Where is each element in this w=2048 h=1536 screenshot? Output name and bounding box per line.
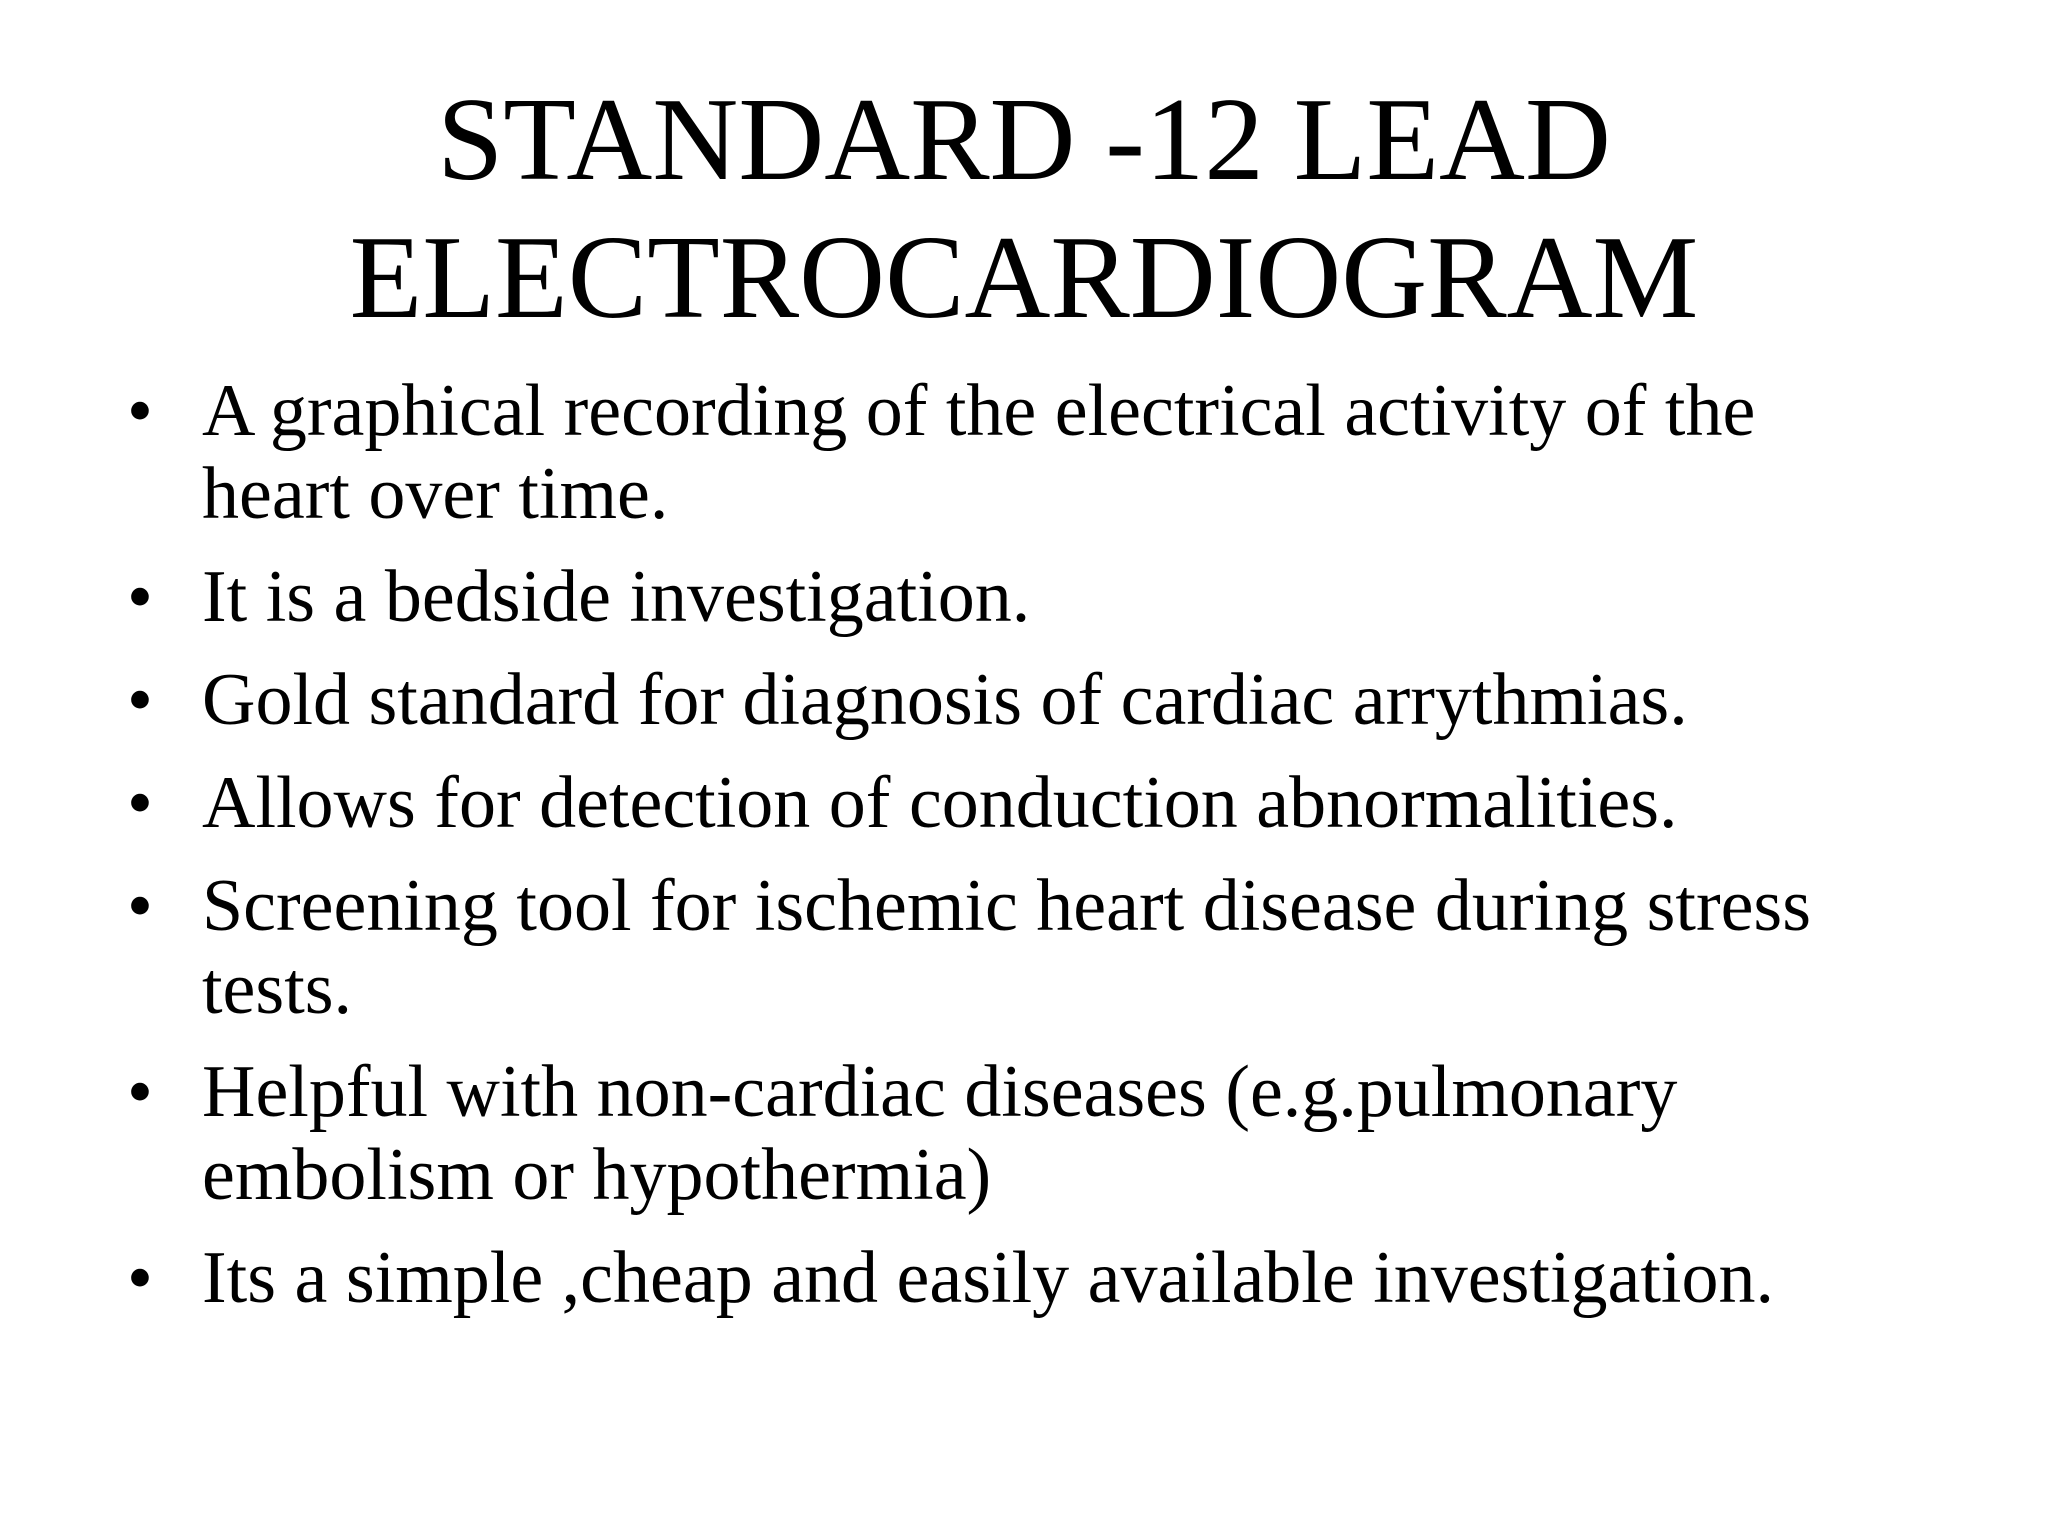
slide-title [0, 70, 2048, 346]
bullet-item-5 [120, 865, 1960, 1031]
bullet-marker: • [127, 1051, 153, 1133]
bullet-item-7 [120, 1237, 1960, 1320]
bullet-text-line: embolism or hypothermia) [202, 1134, 992, 1216]
bullet-item-4 [120, 762, 1960, 845]
bullet-text-line: It is a bedside investigation. [202, 556, 1031, 638]
bullet-marker: • [127, 556, 153, 638]
bullet-text-line: Helpful with non-cardiac diseases (e.g.pulmonary [202, 1051, 1678, 1133]
bullet-marker: • [127, 370, 153, 452]
bullet-text-line: heart over time. [202, 453, 669, 535]
bullet-text-line: Gold standard for diagnosis of cardiac arrythmias. [202, 659, 1688, 741]
bullet-item-2 [120, 556, 1960, 639]
bullet-marker: • [127, 1237, 153, 1319]
bullet-text-line: tests. [202, 948, 353, 1030]
bullet-marker: • [127, 865, 153, 947]
bullet-item-6 [120, 1051, 1960, 1217]
bullet-list [120, 370, 1960, 1340]
bullet-text-line: Screening tool for ischemic heart disease during stress [202, 865, 1812, 947]
bullet-item-1 [120, 370, 1960, 536]
title-line-2: ELECTROCARDIOGRAM [349, 211, 1699, 343]
bullet-marker: • [127, 659, 153, 741]
bullet-text-line: Its a simple ,cheap and easily available investigation. [202, 1237, 1774, 1319]
bullet-text-line: A graphical recording of the electrical activity of the [202, 370, 1756, 452]
bullet-text-line: Allows for detection of conduction abnormalities. [202, 762, 1678, 844]
bullet-item-3 [120, 659, 1960, 742]
title-line-1: STANDARD -12 LEAD [437, 73, 1611, 205]
bullet-marker: • [127, 762, 153, 844]
